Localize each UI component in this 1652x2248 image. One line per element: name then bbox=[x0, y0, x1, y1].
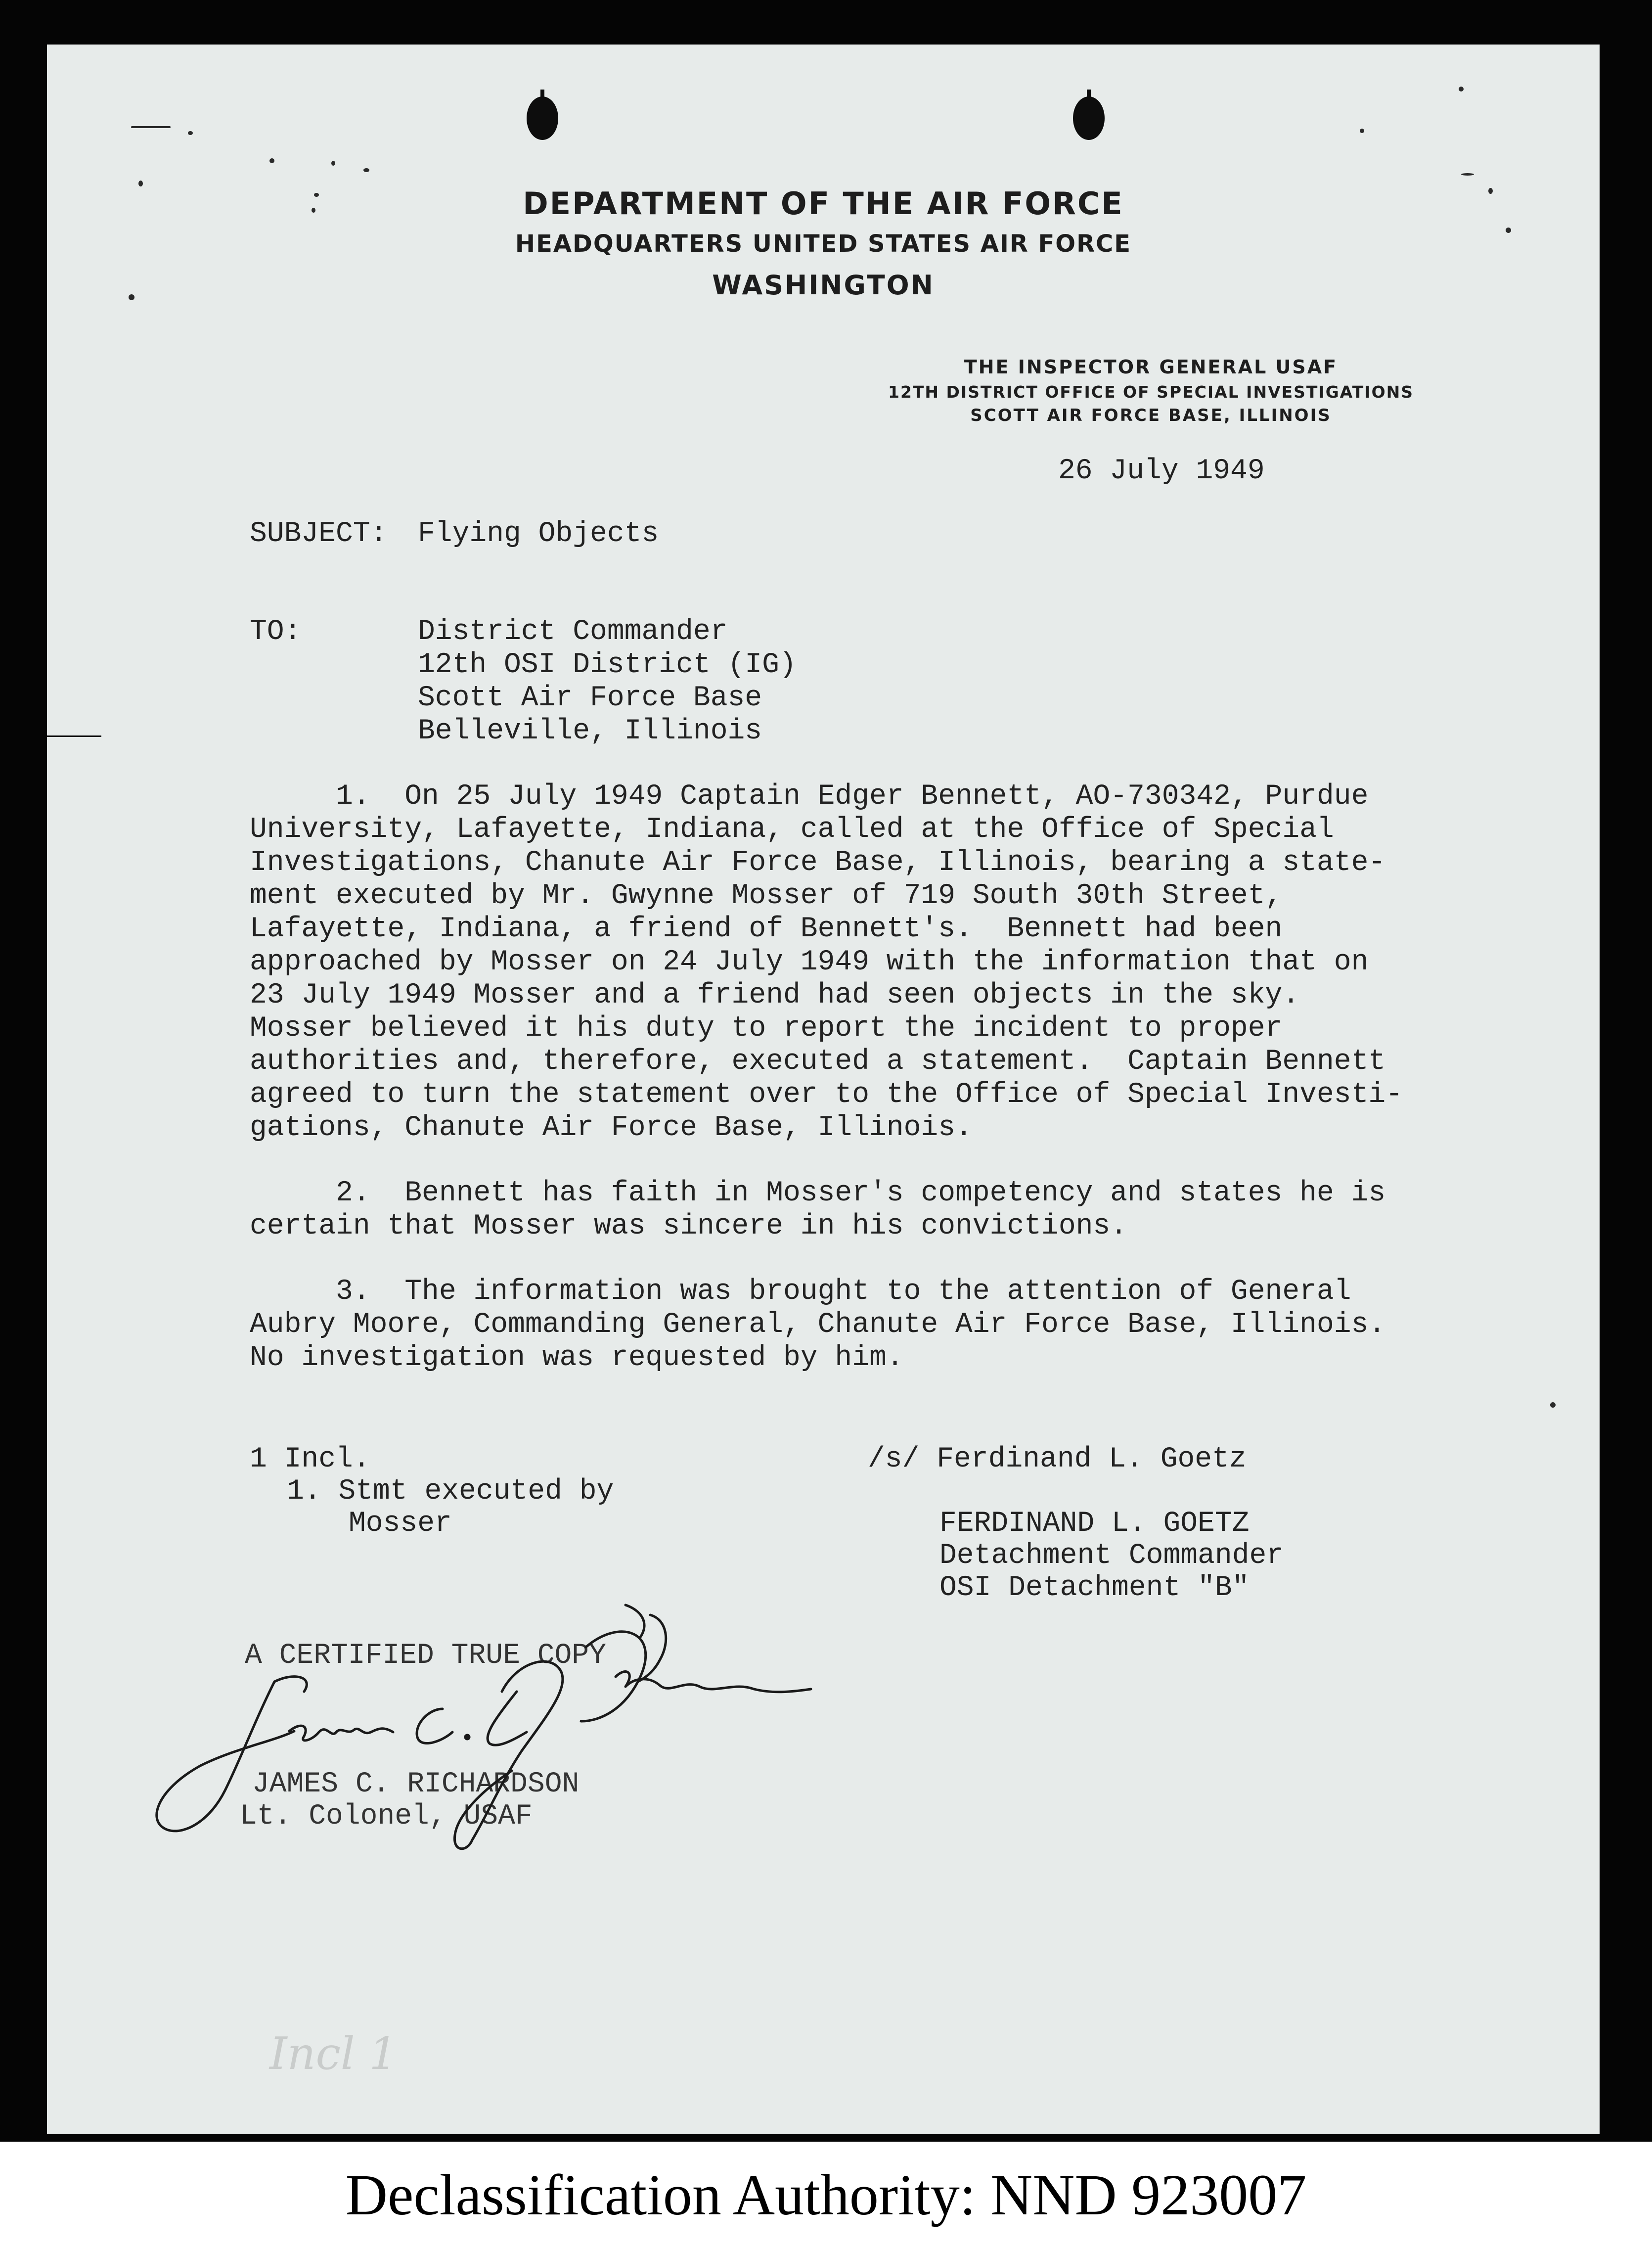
paragraph-1-line: authorities and, therefore, executed a statement. Captain Bennett bbox=[250, 1046, 1386, 1078]
speck bbox=[331, 161, 335, 166]
paragraph-3-line: No investigation was requested by him. bbox=[250, 1342, 904, 1374]
to-address-line: 12th OSI District (IG) bbox=[418, 649, 797, 681]
subject-value: Flying Objects bbox=[418, 518, 659, 550]
paragraph-2-line: certain that Mosser was sincere in his convictions. bbox=[250, 1210, 1128, 1242]
speck bbox=[131, 126, 171, 128]
letterhead-title: DEPARTMENT OF THE AIR FORCE bbox=[523, 185, 1124, 222]
signer-name: FERDINAND L. GOETZ bbox=[939, 1508, 1250, 1540]
letterhead-subtitle: HEADQUARTERS UNITED STATES AIR FORCE bbox=[515, 230, 1132, 258]
letterhead-city: WASHINGTON bbox=[712, 270, 935, 301]
signer-unit: OSI Detachment "B" bbox=[939, 1572, 1250, 1604]
signer-title: Detachment Commander bbox=[939, 1540, 1284, 1572]
declassification-footer bbox=[0, 2142, 1652, 2248]
certifier-rank: Lt. Colonel, USAF bbox=[240, 1800, 533, 1833]
office-line-3: SCOTT AIR FORCE BASE, ILLINOIS bbox=[970, 406, 1332, 425]
inclosure-item: Mosser bbox=[349, 1508, 452, 1540]
paragraph-1-line: agreed to turn the statement over to the Office of Special Investi- bbox=[250, 1079, 1403, 1111]
to-address-line: Belleville, Illinois bbox=[418, 715, 762, 747]
speck bbox=[1461, 173, 1474, 176]
paragraph-1-line: Investigations, Chanute Air Force Base, Illinois, bearing a state- bbox=[250, 847, 1386, 879]
speck bbox=[269, 158, 274, 163]
paragraph-1-line: 1. On 25 July 1949 Captain Edger Bennett, AO-730342, Purdue bbox=[250, 780, 1369, 813]
subject-label: SUBJECT: bbox=[250, 518, 388, 550]
inclosure-count: 1 Incl. bbox=[250, 1443, 370, 1475]
paragraph-1-line: 23 July 1949 Mosser and a friend had seen objects in the sky. bbox=[250, 979, 1300, 1011]
paragraph-3-line: Aubry Moore, Commanding General, Chanute Air Force Base, Illinois. bbox=[250, 1309, 1386, 1341]
to-address-line: District Commander bbox=[418, 616, 728, 648]
office-line-1: THE INSPECTOR GENERAL USAF bbox=[964, 356, 1338, 378]
binder-hole-right bbox=[1073, 96, 1105, 140]
inclosure-item: 1. Stmt executed by bbox=[287, 1475, 614, 1508]
signed-line: /s/ Ferdinand L. Goetz bbox=[868, 1443, 1247, 1475]
to-address-line: Scott Air Force Base bbox=[418, 682, 762, 714]
paragraph-3-line: 3. The information was brought to the attention of General bbox=[250, 1276, 1351, 1308]
margin-mark bbox=[47, 735, 101, 737]
speck bbox=[1459, 87, 1464, 92]
paragraph-1-line: gations, Chanute Air Force Base, Illinois. bbox=[250, 1112, 973, 1144]
speck bbox=[188, 131, 193, 135]
document-date: 26 July 1949 bbox=[1058, 455, 1265, 487]
paragraph-1-line: approached by Mosser on 24 July 1949 with the information that on bbox=[250, 946, 1369, 978]
handwritten-signature bbox=[126, 1603, 818, 1860]
binder-hole-left bbox=[527, 96, 558, 140]
pencil-annotation: Incl 1 bbox=[269, 2028, 398, 2080]
certified-copy-label: A CERTIFIED TRUE COPY bbox=[245, 1640, 606, 1672]
paragraph-1-line: University, Lafayette, Indiana, called at the Office of Special bbox=[250, 814, 1334, 846]
speck bbox=[1550, 1402, 1556, 1408]
speck bbox=[1360, 129, 1364, 133]
paragraph-2-line: 2. Bennett has faith in Mosser's competency and states he is bbox=[250, 1177, 1386, 1209]
speck bbox=[363, 168, 369, 172]
to-label: TO: bbox=[250, 616, 302, 648]
paragraph-1-line: Lafayette, Indiana, a friend of Bennett's. Bennett had been bbox=[250, 913, 1283, 945]
declassification-text: Declassification Authority: NND 923007 bbox=[345, 2162, 1307, 2227]
office-line-2: 12TH DISTRICT OFFICE OF SPECIAL INVESTIGATIONS bbox=[888, 382, 1414, 402]
document-page bbox=[47, 45, 1600, 2134]
paragraph-1-line: ment executed by Mr. Gwynne Mosser of 719 South 30th Street, bbox=[250, 880, 1283, 912]
paragraph-1-line: Mosser believed it his duty to report the incident to proper bbox=[250, 1012, 1283, 1045]
certifier-name: JAMES C. RICHARDSON bbox=[252, 1768, 580, 1800]
